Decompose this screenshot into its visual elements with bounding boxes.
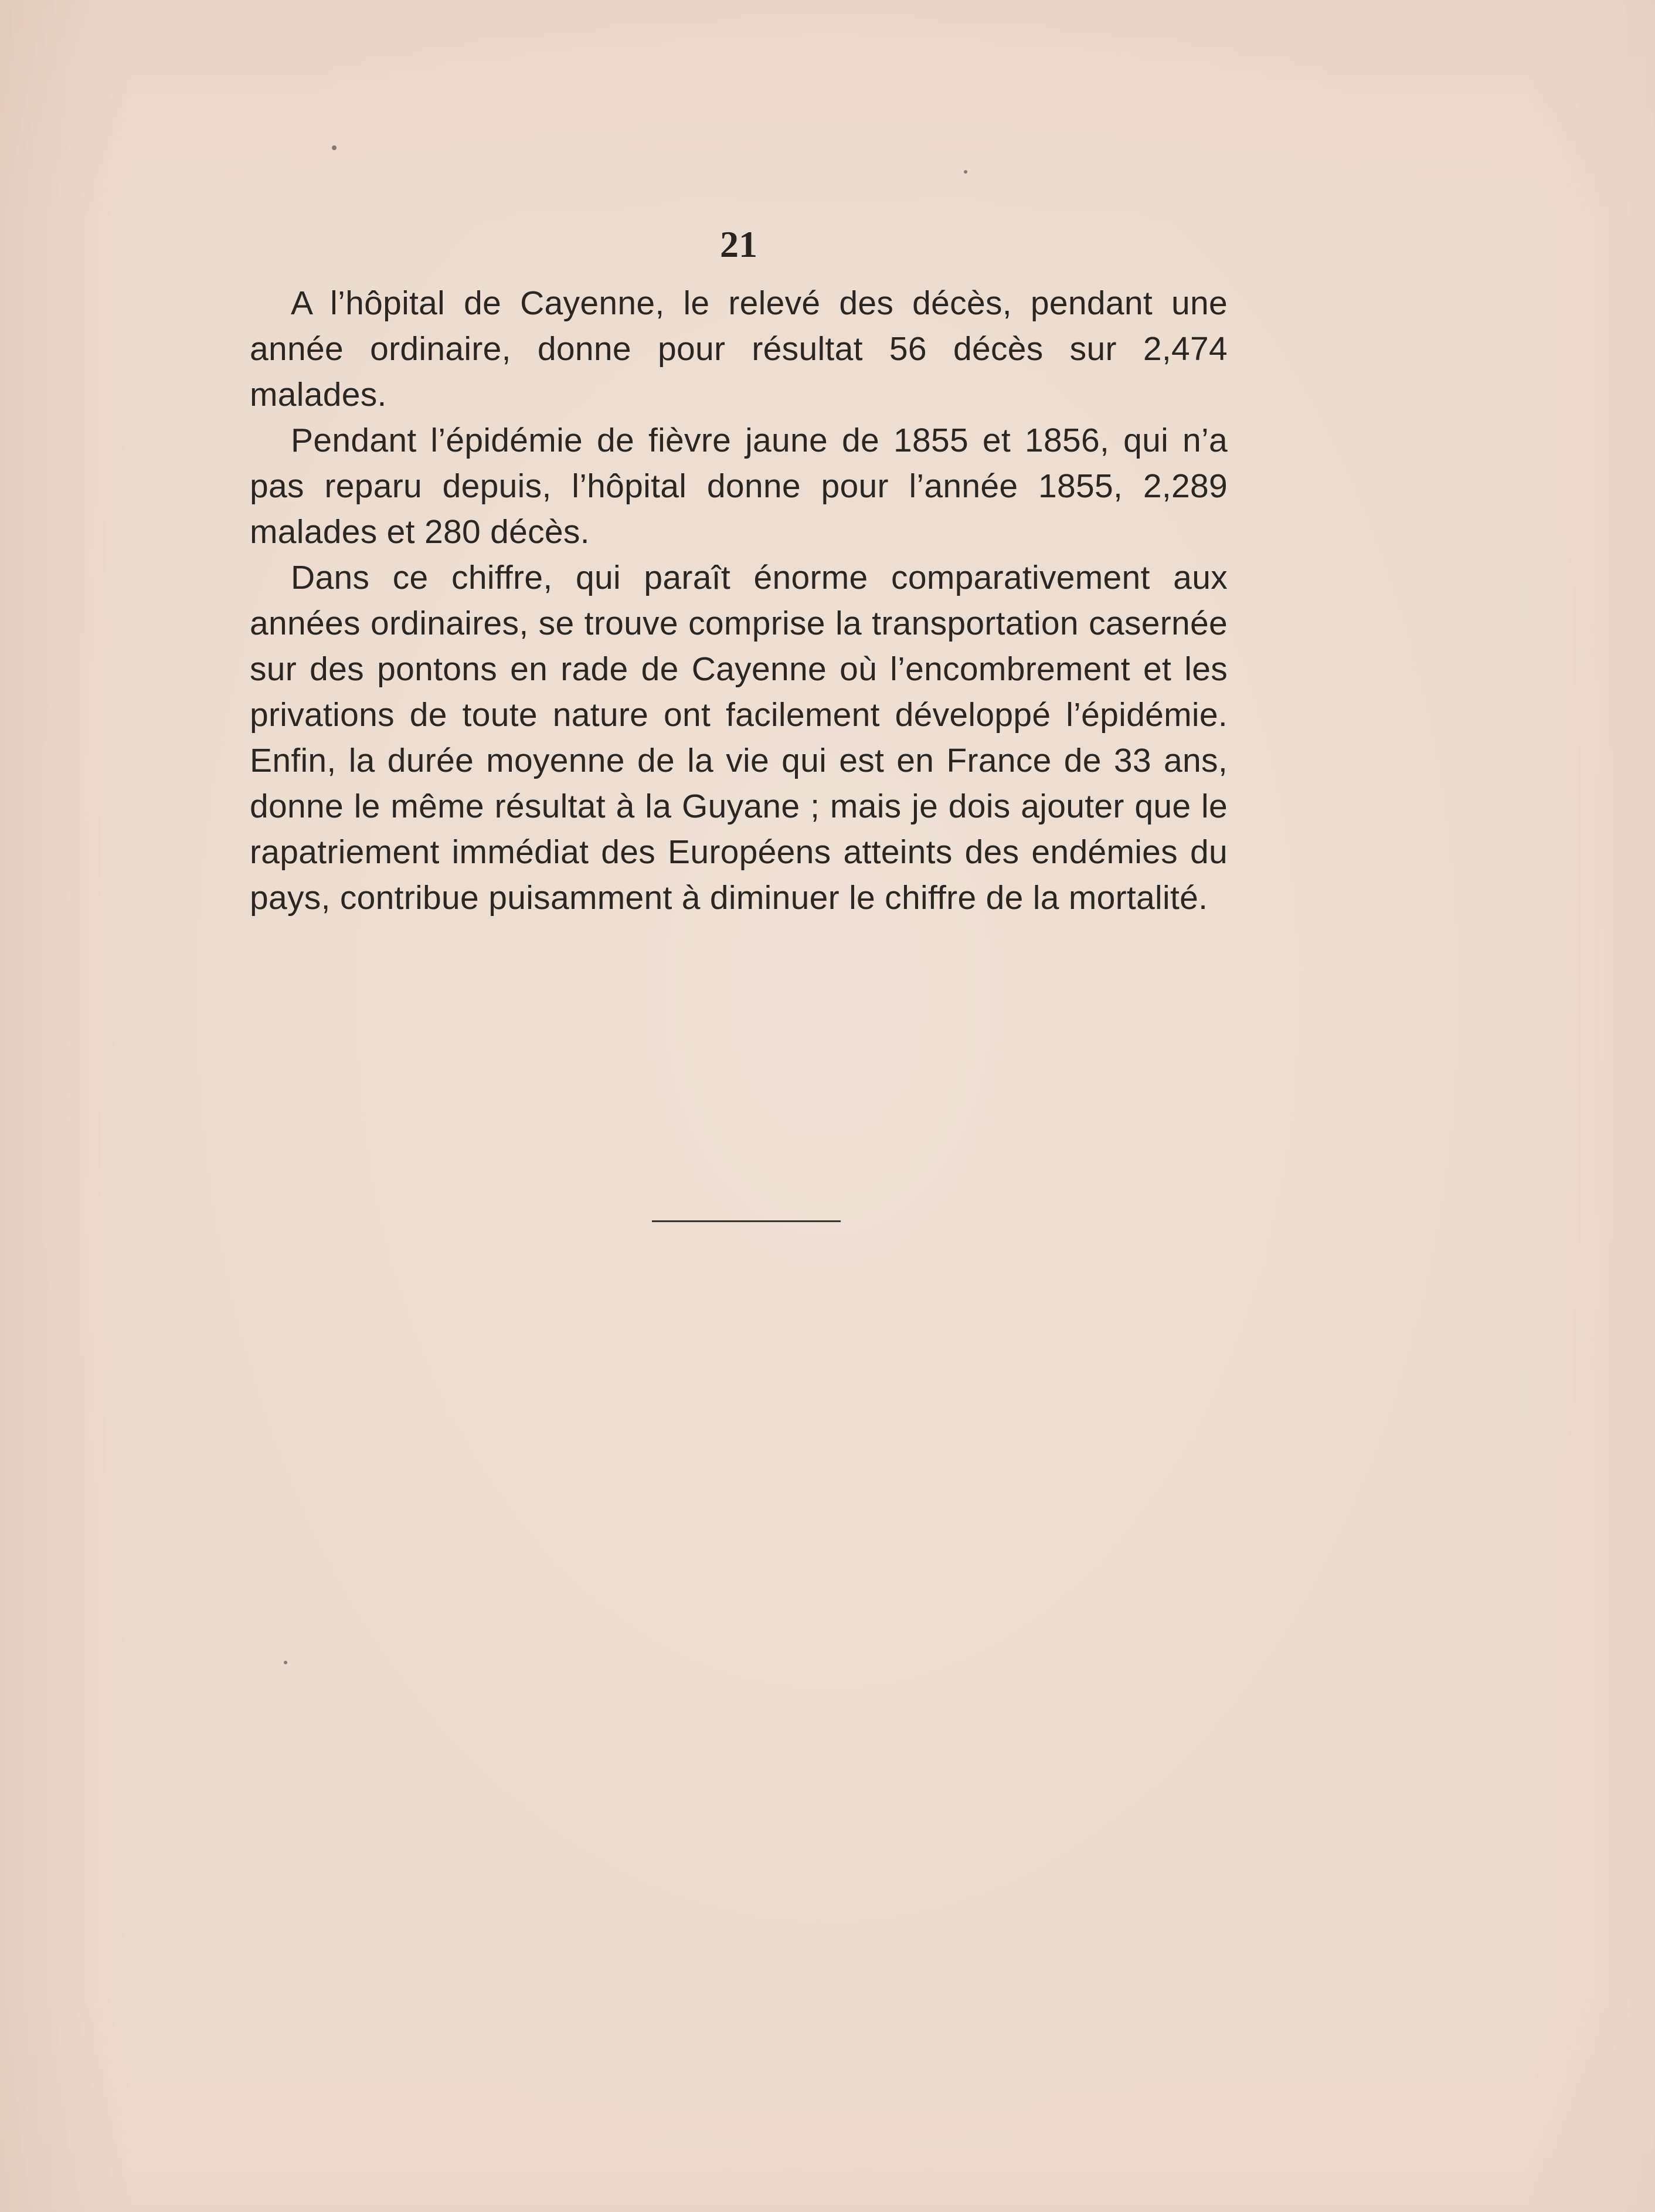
page-number: 21 [720, 223, 757, 265]
paper-speck [332, 145, 337, 150]
paragraph-3: Dans ce chiffre, qui paraît énorme comparativement aux années ordinaires, se trouve comprise la transportation casernée sur des pontons en rade de Cayenne où l’encombrement et les privations de toute nature ont facilement développé l’épidémie. Enfin, la durée moyenne de la vie qui est en France de 33 ans, donne le même résultat à la Guyane ; mais je dois ajouter que le rapatriement immédiat des Européens atteints des endémies du pays, contribue puisamment à diminuer le chiffre de la mortalité. [250, 559, 1228, 917]
section-divider [652, 1220, 841, 1222]
body-text [250, 280, 1228, 921]
paragraph-2: Pendant l’épidémie de fièvre jaune de 1855 et 1856, qui n’a pas reparu depuis, l’hôpital donne pour l’année 1855, 2,289 malades et 280 décès. [250, 422, 1228, 551]
paper-speck [284, 1661, 287, 1664]
paper-speck [964, 170, 967, 174]
paragraph-1: A l’hôpital de Cayenne, le relevé des décès, pendant une année ordinaire, donne pour résultat 56 décès sur 2,474 malades. [250, 284, 1228, 413]
